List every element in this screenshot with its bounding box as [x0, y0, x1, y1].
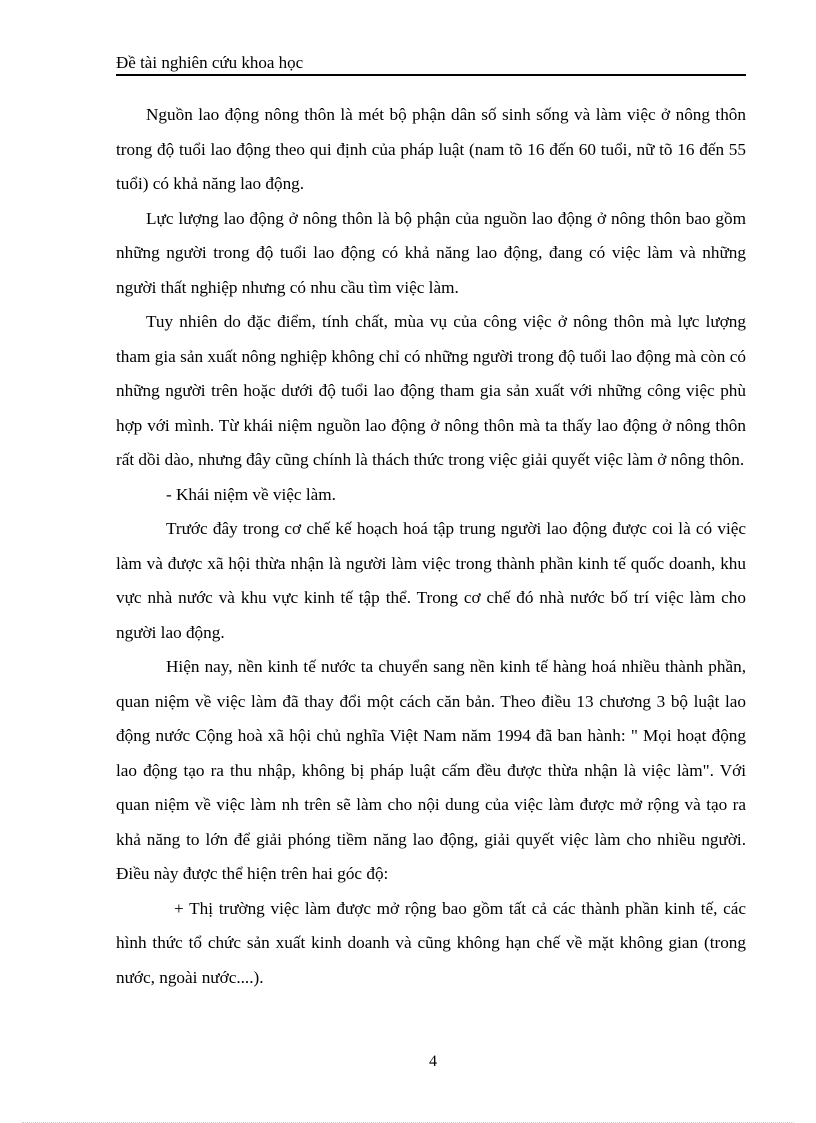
paragraph-labor-source: Nguồn lao động nông thôn là mét bộ phận dân số sinh sống và làm việc ở nông thôn trong độ tuổi lao động theo qui định của pháp luật (nam tõ 16 đến 60 tuổi, nữ tõ 16 đến 55 tuổi) có khả năng lao động.	[116, 105, 746, 193]
paragraph-job-market: + Thị trường việc làm được mở rộng bao gồm tất cả các thành phần kinh tế, các hình thức tổ chức sản xuất kinh doanh và cũng không hạn chế về mặt không gian (trong nước, ngoài nước....).	[116, 898, 746, 987]
page-number: 4	[429, 1053, 437, 1070]
paragraph-planned-economy: Trước đây trong cơ chế kế hoạch hoá tập trung người lao động được coi là có việc làm và được xã hội thừa nhận là người làm việc trong thành phần kinh tế quốc doanh, khu vực nhà nước và khu vực kinh tế tập thể. Trong cơ chế đó nhà nước bố trí việc làm cho người lao động.	[116, 519, 746, 642]
header-rule	[116, 74, 746, 76]
paragraph-seasonal-work: Tuy nhiên do đặc điểm, tính chất, mùa vụ của công việc ở nông thôn mà lực lượng tham gia sản xuất nông nghiệp không chỉ có những người trong độ tuổi lao động mà còn có những người trên hoặc dưới độ tuổi lao động tham gia sản xuất với những công việc phù hợp với mình. Từ khái niệm nguồn lao động ở nông thôn mà ta thấy lao động ở nông thôn rất dồi dào, nhưng đây cũng chính là thách thức trong việc giải quyết việc làm ở nông thôn.	[116, 312, 746, 469]
paragraph-labor-force: Lực lượng lao động ở nông thôn là bộ phận của nguồn lao động ở nông thôn bao gồm những người trong độ tuổi lao động có khả năng lao động, đang có việc làm và những người thất nghiệp nhưng có nhu cầu tìm việc làm.	[116, 208, 746, 297]
paragraph-current-concept: Hiện nay, nền kinh tế nước ta chuyển sang nền kinh tế hàng hoá nhiều thành phần, quan niệm về việc làm đã thay đổi một cách căn bản. Theo điều 13 chương 3 bộ luật lao động nước Cộng hoà xã hội chủ nghĩa Việt Nam năm 1994 đã ban hành: " Mọi hoạt động lao động tạo ra thu nhập, không bị pháp luật cấm đều được thừa nhận là việc làm". Với quan niệm về việc làm nh trên sẽ làm cho nội dung của việc làm được mở rộng và tạo ra khả năng to lớn để giải phóng tiềm năng lao động, giải quyết việc làm cho nhiều người. Điều này được thể hiện trên hai góc độ:	[116, 657, 746, 883]
document-body	[116, 98, 746, 995]
header-title: Đề tài nghiên cứu khoa học	[116, 53, 304, 72]
paragraph-employment-heading: - Khái niệm về việc làm.	[166, 484, 336, 504]
